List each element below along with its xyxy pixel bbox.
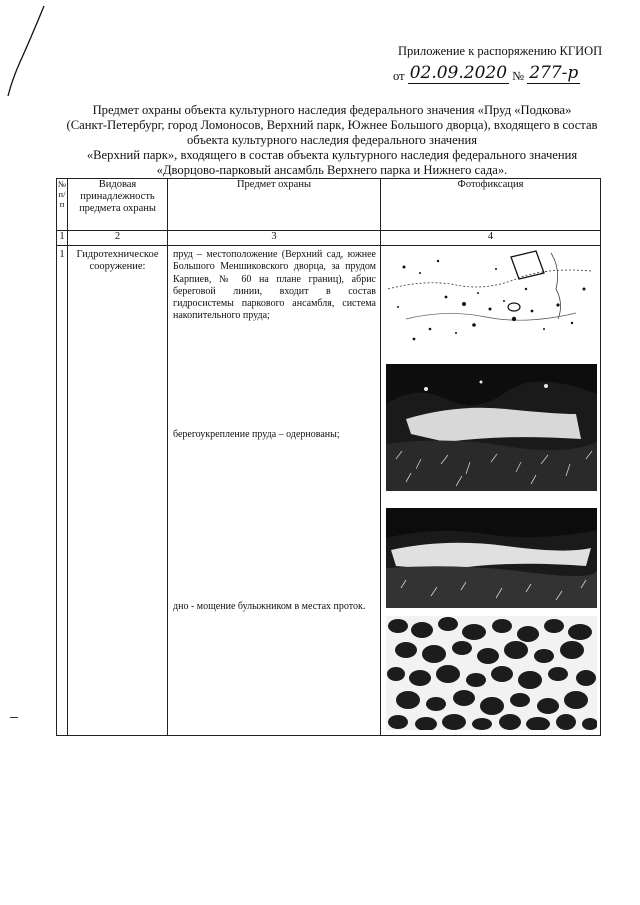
subject-item-bank: берегоукрепление пруда – одернованы; (173, 429, 340, 440)
handwritten-number: 277-р (529, 63, 579, 83)
table-row (57, 246, 601, 736)
table-column-numbers (57, 231, 601, 246)
number-label: № (512, 69, 525, 83)
cobblestone-bottom-photo (386, 616, 597, 730)
table-header-row (57, 179, 601, 231)
column-number: 4 (381, 231, 601, 246)
order-reference (393, 63, 580, 84)
title-line: объекта культурного наследия федерального значения (187, 133, 477, 147)
row-number: 1 (57, 246, 68, 736)
header-photo: Фотофиксация (381, 179, 601, 231)
row-subject-cell (168, 246, 381, 736)
protection-table (56, 178, 601, 736)
column-number: 2 (68, 231, 168, 246)
title-line: (Санкт-Петербург, город Ломоносов, Верхний парк, Южнее Большого дворца), входящего в состав (66, 118, 598, 132)
header-subject: Предмет охраны (168, 179, 381, 231)
pond-bank-photo (386, 364, 597, 491)
header-kind: Видовая принадлежность предмета охраны (68, 179, 168, 231)
header-number: № п/п (57, 179, 68, 231)
title-line: Предмет охраны объекта культурного наследия федерального значения «Пруд «Подкова» (92, 103, 572, 117)
row-photo-cell (381, 246, 601, 736)
site-plan-photo (386, 249, 597, 347)
subject-item-pond: пруд – местоположение (Верхний сад, южнее Большого Меншиковского дворца, за прудом Карпиев, № 60 на плане границ), абрис береговой линии, входит в состав гидросистемы паркового ансамбля, система накопительного пруда; (173, 249, 376, 322)
title-line: «Верхний парк», входящего в состав объекта культурного наследия федерального значения (86, 148, 578, 162)
bank-reinforcement-photo (386, 508, 597, 608)
subject-item-bottom: дно - мощение булыжником в местах проток. (173, 601, 366, 612)
title-line: «Дворцово-парковый ансамбль Верхнего парка и Нижнего сада». (156, 163, 508, 177)
column-number: 1 (57, 231, 68, 246)
document-title (52, 103, 612, 178)
margin-mark (10, 717, 18, 718)
margin-pen-stroke (0, 0, 60, 110)
row-kind: Гидротехническое сооружение: (68, 246, 168, 736)
column-number: 3 (168, 231, 381, 246)
from-label: от (393, 69, 405, 83)
handwritten-date: 02.09.2020 (409, 63, 508, 83)
annex-label: Приложение к распоряжению КГИОП (398, 44, 603, 58)
